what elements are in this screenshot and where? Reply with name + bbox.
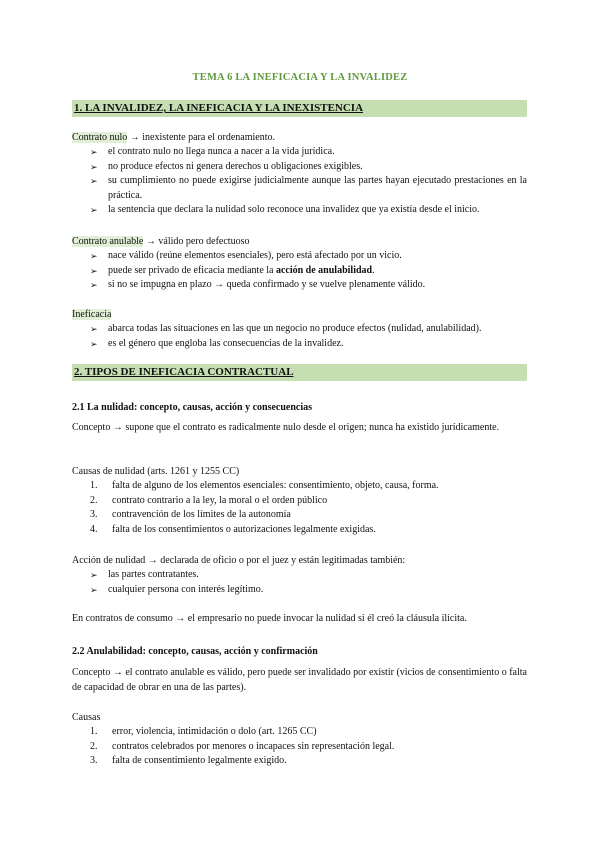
- anulable-paragraph: [72, 234, 527, 249]
- ineficacia-bullet-list: [90, 322, 527, 351]
- list-item: ➢ el contrato nulo no llega nunca a nacer a la vida jurídica.: [90, 145, 527, 160]
- arrow-bullet-icon: ➢: [90, 338, 98, 349]
- list-item: ➢ la sentencia que declara la nulidad solo reconoce una invalidez que ya existía desde el inicio.: [90, 203, 527, 218]
- nulo-label: Contrato nulo: [72, 132, 128, 143]
- accion-nulidad: Acción de nulidad → declarada de oficio o por el juez y están legitimadas también:: [72, 555, 406, 566]
- ineficacia-paragraph: [72, 307, 527, 322]
- arrow-bullet-icon: ➢: [90, 147, 98, 157]
- nulo-bullet-list: [90, 145, 527, 218]
- list-item: 3. contravención de los límites de la autonomía: [90, 509, 291, 521]
- anulabilidad-subheading: 2.2 Anulabilidad: concepto, causas, acción y confirmación: [72, 646, 318, 657]
- list-item: 1. falta de alguno de los elementos esenciales: consentimiento, objeto, causa, forma.: [90, 480, 439, 491]
- arrow-bullet-icon: ➢: [90, 161, 98, 172]
- arrow-bullet-icon: ➢: [90, 584, 98, 595]
- nulo-intro: → inexistente para el ordenamiento.: [127, 132, 276, 143]
- arrow-bullet-icon: ➢: [90, 570, 98, 580]
- anulabilidad-causas-title: Causas: [72, 712, 101, 723]
- anulabilidad-causas-list: [90, 725, 527, 769]
- arrow-bullet-icon: ➢: [90, 251, 98, 261]
- list-item: ➢ nace válido (reúne elementos esenciales), pero está afectado por un vicio.: [90, 249, 527, 264]
- list-item: 2. contratos celebrados por menores o incapaces sin representación legal.: [90, 740, 395, 752]
- list-item: ➢ es el género que engloba las consecuencias de la invalidez.: [90, 337, 527, 352]
- list-item: 3. falta de consentimiento legalmente exigido.: [90, 755, 287, 767]
- list-item: 1. error, violencia, intimidación o dolo (art. 1265 CC): [90, 726, 317, 737]
- anulabilidad-concepto: Concepto → el contrato anulable es válido, pero puede ser invalidado por existir (vicios de consentimiento o falta de capacidad de obrar en una de las partes).: [72, 667, 527, 693]
- anulable-bullet-list: [90, 249, 527, 293]
- nulidad-subheading: 2.1 La nulidad: concepto, causas, acción y consecuencias: [72, 402, 313, 413]
- arrow-bullet-icon: ➢: [90, 265, 98, 276]
- nulidad-concepto: Concepto → supone que el contrato es radicalmente nulo desde el origen; nunca ha existido jurídicamente.: [72, 422, 500, 433]
- list-item: ➢ si no se impugna en plazo → queda confirmado y se vuelve plenamente válido.: [90, 278, 527, 293]
- arrow-bullet-icon: ➢: [90, 205, 98, 216]
- ineficacia-label: Ineficacia: [72, 309, 112, 320]
- section-2-heading: 2. TIPOS DE INEFICACIA CONTRACTUAL: [72, 364, 527, 381]
- list-item: ➢ puede ser privado de eficacia mediante la acción de anulabilidad.: [90, 264, 527, 279]
- accion-anulabilidad-term: acción de anulabilidad: [275, 264, 373, 276]
- page-title: TEMA 6 LA INEFICACIA Y LA INVALIDEZ: [192, 72, 408, 83]
- arrow-bullet-icon: ➢: [90, 324, 98, 334]
- arrow-bullet-icon: ➢: [90, 280, 98, 291]
- list-item: 2. contrato contrario a la ley, la moral o el orden público: [90, 494, 328, 506]
- nulidad-causas-title: Causas de nulidad (arts. 1261 y 1255 CC): [72, 466, 240, 477]
- anulable-intro: → válido pero defectuoso: [143, 236, 250, 247]
- section-1-heading: 1. LA INVALIDEZ, LA INEFICACIA Y LA INEXISTENCIA: [72, 100, 527, 117]
- nulidad-causas-list: [90, 479, 527, 537]
- arrow-bullet-icon: ➢: [90, 176, 98, 187]
- list-item: ➢ abarca todas las situaciones en las que un negocio no produce efectos (nulidad, anulabilidad).: [90, 322, 527, 337]
- list-item: 4. falta de los consentimientos o autorizaciones legalmente exigidas.: [90, 523, 376, 535]
- anulable-label: Contrato anulable: [72, 236, 144, 247]
- nulo-paragraph: [72, 130, 527, 145]
- accion-bullet-list: [90, 568, 527, 597]
- consumo-paragraph: En contratos de consumo → el empresario no puede invocar la nulidad si él creó la cláusula ilícita.: [72, 613, 467, 624]
- list-item: ➢ cualquier persona con interés legítimo.: [90, 583, 527, 598]
- list-item: ➢ las partes contratantes.: [90, 568, 527, 583]
- list-item: ➢ su cumplimiento no puede exigirse judicialmente aunque las partes hayan ejecutado prestaciones en la práctica.: [90, 175, 527, 201]
- list-item: ➢ no produce efectos ni genera derechos u obligaciones exigibles.: [90, 160, 527, 175]
